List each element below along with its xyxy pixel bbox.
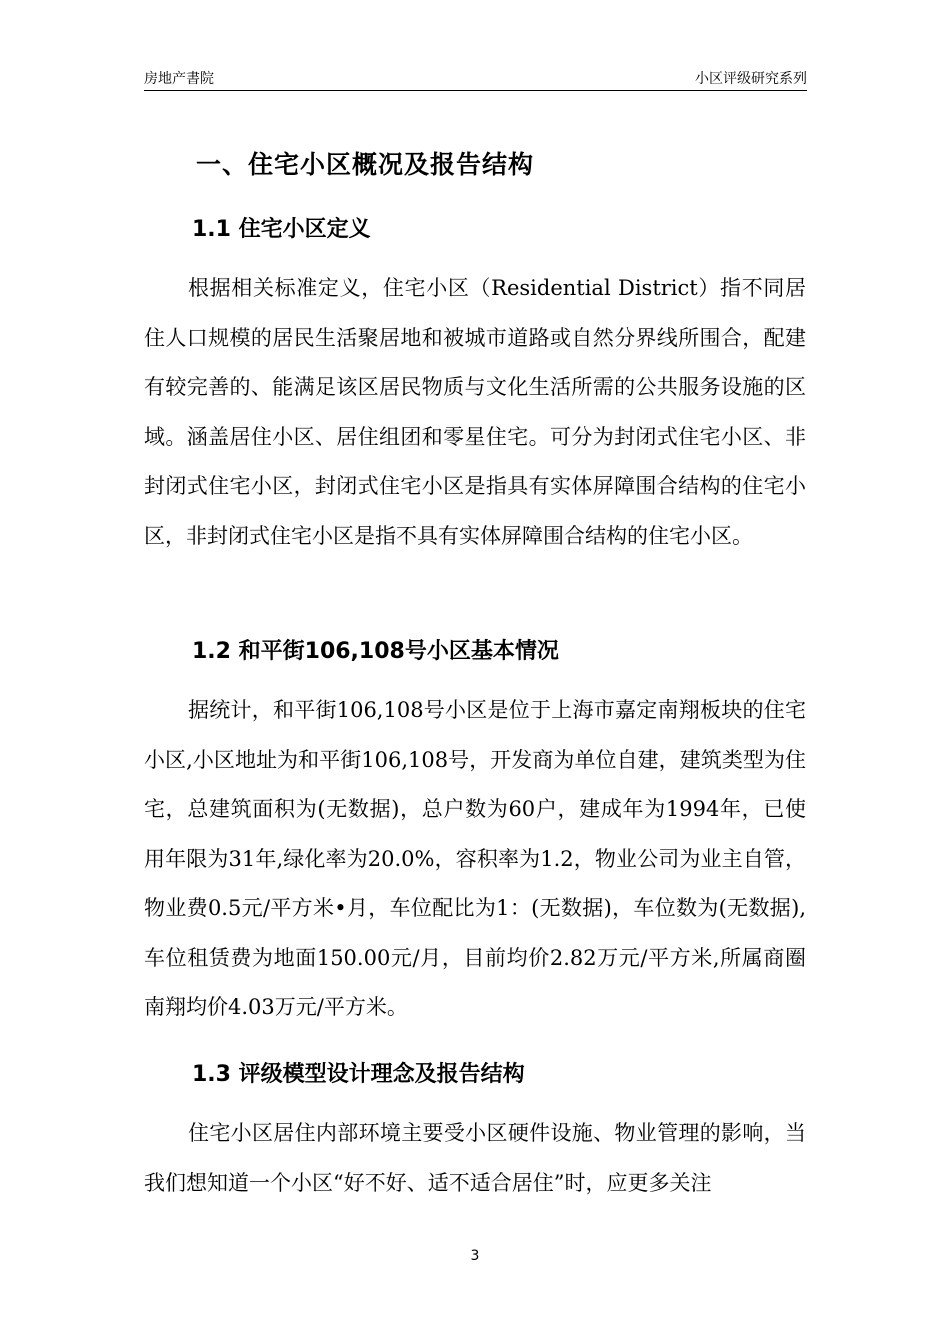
section-heading-1-1: 1.1 住宅小区定义 xyxy=(192,217,371,242)
page-header xyxy=(144,66,807,91)
chapter-title: 一、住宅小区概况及报告结构 xyxy=(196,150,535,179)
section-heading-1-2: 1.2 和平街106,108号小区基本情况 xyxy=(192,639,559,664)
page-number: 3 xyxy=(470,1248,480,1264)
section-paragraph-1-3: 住宅小区居住内部环境主要受小区硬件设施、物业管理的影响，当我们想知道一个小区“好不好、适不适合居住”时，应更多关注 xyxy=(144,1121,806,1195)
section-paragraph-1-2: 据统计，和平街106,108号小区是位于上海市嘉定南翔板块的住宅小区,小区地址为和平街106,108号，开发商为单位自建，建筑类型为住宅，总建筑面积为(无数据)，总户数为60户，建成年为1994年，已使用年限为31年,绿化率为20.0%，容积率为1.2，物业公司为业主自管，物业费0.5元/平方米•月，车位配比为1：(无数据)，车位数为(无数据),车位租赁费为地面150.00元/月，目前均价2.82万元/平方米,所属商圈南翔均价4.03万元/平方米。 xyxy=(144,698,806,1019)
header-publisher: 房地产書院 xyxy=(144,71,214,87)
header-series-title: 小区评级研究系列 xyxy=(695,71,807,87)
section-paragraph-1-1: 根据相关标准定义，住宅小区（Residential District）指不同居住人口规模的居民生活聚居地和被城市道路或自然分界线所围合，配建有较完善的、能满足该区居民物质与文化生活所需的公共服务设施的区域。涵盖居住小区、居住组团和零星住宅。可分为封闭式住宅小区、非封闭式住宅小区，封闭式住宅小区是指具有实体屏障围合结构的住宅小区，非封闭式住宅小区是指不具有实体屏障围合结构的住宅小区。 xyxy=(144,276,806,548)
section-heading-1-3: 1.3 评级模型设计理念及报告结构 xyxy=(192,1062,525,1087)
